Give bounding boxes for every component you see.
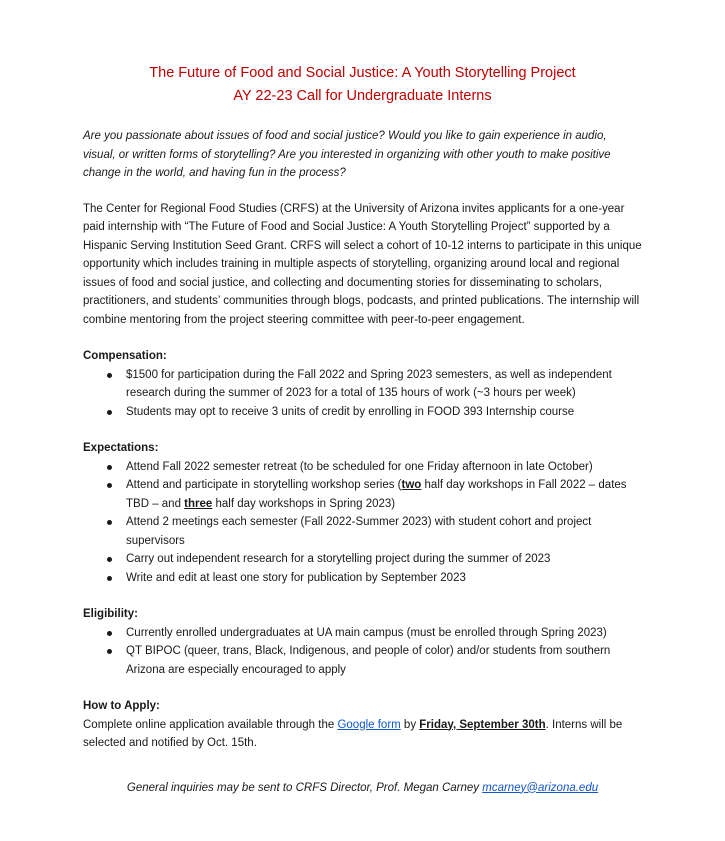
text-span: by bbox=[400, 718, 420, 731]
list-item: Carry out independent research for a storytelling project during the summer of 2023 bbox=[83, 550, 642, 569]
emphasis-three: three bbox=[184, 497, 213, 510]
compensation-list bbox=[83, 366, 642, 422]
description-paragraph: The Center for Regional Food Studies (CRFS) at the University of Arizona invites applicants for a one-year paid internship with “The Future of Food and Social Justice: A Youth Storytelling Project” supported by a Hispanic Serving Institution Seed Grant. CRFS will select a cohort of 10-12 interns to participate in this unique opportunity which includes training in multiple aspects of storytelling, organizing around local and regional issues of food and social justice, and collecting and documenting stories for disseminating to scholars, practitioners, and students’ communities through blogs, podcasts, and printed publications. The internship will combine mentoring from the project steering committee with peer-to-peer engagement. bbox=[83, 202, 642, 326]
deadline-text: Friday, September 30th bbox=[419, 718, 546, 731]
list-item bbox=[83, 476, 642, 513]
text-span: half day workshops in Spring 2023) bbox=[212, 497, 396, 510]
text-span: . Interns will be selected and notified by Oct. 15th. bbox=[83, 718, 623, 749]
eligibility-list bbox=[83, 624, 642, 680]
compensation-heading: Compensation: bbox=[83, 350, 167, 362]
text-span: half day workshops in Fall 2022 – dates TBD – and bbox=[126, 479, 627, 510]
list-item: Write and edit at least one story for publication by September 2023 bbox=[83, 569, 642, 588]
expectations-list bbox=[83, 458, 642, 588]
title-block bbox=[63, 0, 662, 108]
google-form-link[interactable]: Google form bbox=[337, 718, 401, 731]
footer-text: General inquiries may be sent to CRFS Director, Prof. Megan Carney bbox=[126, 781, 483, 794]
list-item: Attend 2 meetings each semester (Fall 2022-Summer 2023) with student cohort and project supervisors bbox=[83, 513, 642, 550]
email-link[interactable]: mcarney@arizona.edu bbox=[482, 781, 599, 794]
emphasis-two: two bbox=[401, 479, 422, 491]
list-item: $1500 for participation during the Fall 2022 and Spring 2023 semesters, as well as independent research during the summer of 2023 for a total of 135 hours of work (~3 hours per week) bbox=[83, 366, 642, 403]
how-to-apply-heading: How to Apply: bbox=[83, 700, 160, 712]
footer-inquiries bbox=[63, 779, 662, 798]
list-item: Attend Fall 2022 semester retreat (to be scheduled for one Friday afternoon in late October) bbox=[83, 458, 642, 477]
text-span: Attend and participate in storytelling workshop series ( bbox=[126, 479, 402, 491]
list-item: QT BIPOC (queer, trans, Black, Indigenous, and people of color) and/or students from southern Arizona are especially encouraged to apply bbox=[83, 642, 642, 679]
document-title: The Future of Food and Social Justice: A Youth Storytelling Project bbox=[149, 65, 576, 81]
document-subtitle: AY 22-23 Call for Undergraduate Interns bbox=[233, 88, 492, 104]
expectations-heading: Expectations: bbox=[83, 442, 159, 454]
eligibility-heading: Eligibility: bbox=[83, 608, 138, 620]
list-item: Students may opt to receive 3 units of credit by enrolling in FOOD 393 Internship course bbox=[83, 403, 642, 422]
intro-paragraph: Are you passionate about issues of food and social justice? Would you like to gain experience in audio, visual, or written forms of storytelling? Are you interested in organizing with other youth to make positive change in the world, and having fun in the process? bbox=[83, 130, 611, 179]
text-span: Complete online application available through the bbox=[83, 718, 338, 731]
apply-paragraph bbox=[83, 716, 642, 753]
list-item: Currently enrolled undergraduates at UA main campus (must be enrolled through Spring 2023) bbox=[83, 624, 642, 643]
